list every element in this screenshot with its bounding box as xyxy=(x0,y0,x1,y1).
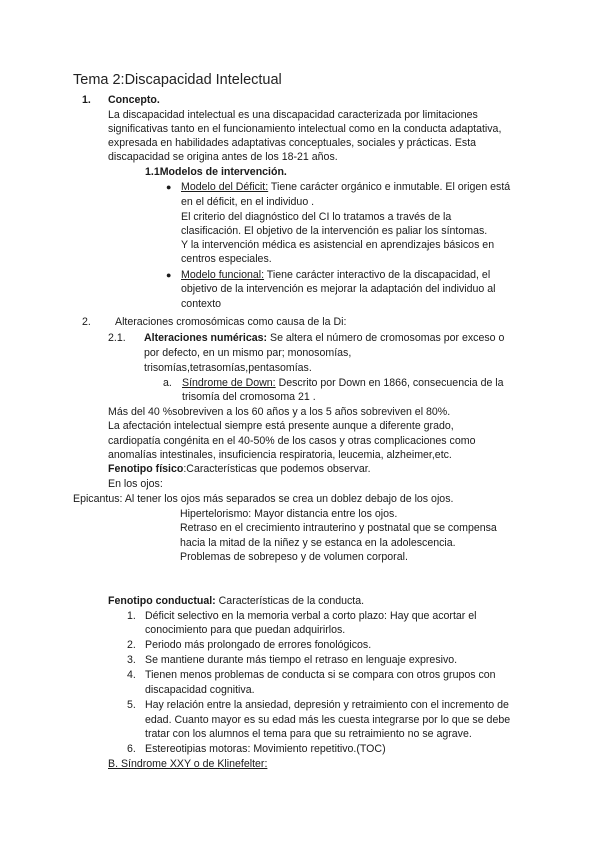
alteraciones-line: trisomías,tetrasomías,pentasomías. xyxy=(144,362,312,374)
list-number: 2. xyxy=(127,639,136,651)
funcional-line: objetivo de la intervención es mejorar la adaptación del individuo al xyxy=(181,283,496,295)
list-number: 3. xyxy=(127,654,136,666)
list-item-line: Periodo más prolongado de errores fonológicos. xyxy=(145,639,372,651)
deficit-line: Y la intervención médica es asistencial en aprendizajes básicos en xyxy=(181,239,495,251)
concept-line: La discapacidad intelectual es una discapacidad caracterizada por limitaciones xyxy=(108,109,478,121)
body-line: anomalías intestinales, insuficiencia respiratoria, leucemia, alzheimer,etc. xyxy=(108,449,452,461)
alteraciones-line: por defecto, en un mismo par; monosomías, xyxy=(144,347,352,359)
deficit-model-text: Tiene carácter orgánico e inmutable. El origen está xyxy=(268,181,511,193)
subsection-2-1-number: 2.1. xyxy=(108,332,126,344)
fenotipo-fisico-label: Fenotipo físico xyxy=(108,463,184,475)
section-1-heading: Concepto. xyxy=(108,94,160,106)
deficit-line: en el déficit, en el individuo . xyxy=(181,196,315,208)
down-syndrome-label: Síndrome de Down: xyxy=(182,377,276,389)
list-item-line: edad. Cuanto mayor es su edad más les cuesta integrarse por lo que se debe xyxy=(145,714,511,726)
klinefelter-heading: B. Síndrome XXY o de Klinefelter: xyxy=(108,758,268,770)
down-syndrome-line-2: trisomía del cromosoma 21 . xyxy=(182,391,316,403)
concept-line: discapacidad se origina antes de los 18-21 años. xyxy=(108,151,338,163)
list-item-line: Déficit selectivo en la memoria verbal a corto plazo: Hay que acortar el xyxy=(145,610,477,622)
indent-line: hacia la mitad de la niñez y se estanca en la adolescencia. xyxy=(180,537,456,549)
bullet-icon: ● xyxy=(166,182,172,192)
indent-line: Problemas de sobrepeso y de volumen corporal. xyxy=(180,551,408,563)
funcional-model-line xyxy=(181,268,490,282)
alteraciones-numericas-line xyxy=(144,331,504,345)
down-syndrome-text: Descrito por Down en 1866, consecuencia de la xyxy=(275,377,504,389)
alteraciones-numericas-text: Se altera el número de cromosomas por exceso o xyxy=(267,332,505,344)
funcional-model-text: Tiene carácter interactivo de la discapacidad, el xyxy=(264,269,491,281)
deficit-line: centros especiales. xyxy=(181,253,272,265)
list-number: 4. xyxy=(127,669,136,681)
concept-line: significativas tanto en el funcionamiento intelectual como en la conducta adaptativa, xyxy=(108,123,502,135)
deficit-model-label: Modelo del Déficit: xyxy=(181,181,269,193)
list-number: 5. xyxy=(127,699,136,711)
ojos-line: En los ojos: xyxy=(108,478,163,490)
body-line: Más del 40 %sobreviven a los 60 años y a los 5 años sobreviven el 80%. xyxy=(108,406,451,418)
subsection-title: Modelos de intervención. xyxy=(159,166,287,178)
fenotipo-conductual-text: Características de la conducta. xyxy=(215,595,365,607)
list-item-line: Estereotipias motoras: Movimiento repetitivo.(TOC) xyxy=(145,743,386,755)
list-item-line: conocimiento para que puedan adquirirlos. xyxy=(145,624,346,636)
section-1-number: 1. xyxy=(82,94,91,106)
funcional-line: contexto xyxy=(181,298,222,310)
list-item-line: Tienen menos problemas de conducta si se compara con otros grupos con xyxy=(145,669,496,681)
fenotipo-conductual-line xyxy=(108,594,364,608)
concept-line: expresada en habilidades adaptativas conceptuales, sociales y prácticas. Esta xyxy=(108,137,477,149)
list-item-line: discapacidad cognitiva. xyxy=(145,684,255,696)
down-syndrome-line xyxy=(182,376,504,390)
alteraciones-numericas-label: Alteraciones numéricas: xyxy=(144,332,268,344)
subsection-1-1-heading xyxy=(145,165,287,179)
list-item-line: tratar con los alumnos el tema para que su retraimiento no se agrave. xyxy=(145,728,472,740)
deficit-line: El criterio del diagnóstico del CI lo tratamos a través de la xyxy=(181,211,452,223)
body-line: cardiopatía congénita en el 40-50% de los casos y otras complicaciones como xyxy=(108,435,476,447)
list-item-line: Se mantiene durante más tiempo el retraso en lenguaje expresivo. xyxy=(145,654,458,666)
fenotipo-fisico-text: :Características que podemos observar. xyxy=(183,463,371,475)
indent-line: Hipertelorismo: Mayor distancia entre los ojos. xyxy=(180,508,398,520)
body-line: La afectación intelectual siempre está presente aunque a diferente grado, xyxy=(108,420,454,432)
page-title: Tema 2:Discapacidad Intelectual xyxy=(73,72,282,88)
section-2-heading: Alteraciones cromosómicas como causa de la Di: xyxy=(115,316,347,328)
bullet-icon: ● xyxy=(166,270,172,280)
fenotipo-fisico-line xyxy=(108,462,371,476)
list-item-line: Hay relación entre la ansiedad, depresión y retraimiento con el incremento de xyxy=(145,699,509,711)
fenotipo-conductual-label: Fenotipo conductual: xyxy=(108,595,216,607)
funcional-model-label: Modelo funcional: xyxy=(181,269,265,281)
indent-line: Retraso en el crecimiento intrauterino y postnatal que se compensa xyxy=(180,522,497,534)
item-a-letter: a. xyxy=(163,377,172,389)
deficit-line: clasificación. El objetivo de la intervención es paliar los síntomas. xyxy=(181,225,488,237)
list-number: 1. xyxy=(127,610,136,622)
subsection-number: 1.1 xyxy=(145,166,160,178)
list-number: 6. xyxy=(127,743,136,755)
epicantus-line: Epicantus: Al tener los ojos más separados se crea un doblez debajo de los ojos. xyxy=(73,493,454,505)
section-2-number: 2. xyxy=(82,316,91,328)
deficit-model-line xyxy=(181,180,510,194)
